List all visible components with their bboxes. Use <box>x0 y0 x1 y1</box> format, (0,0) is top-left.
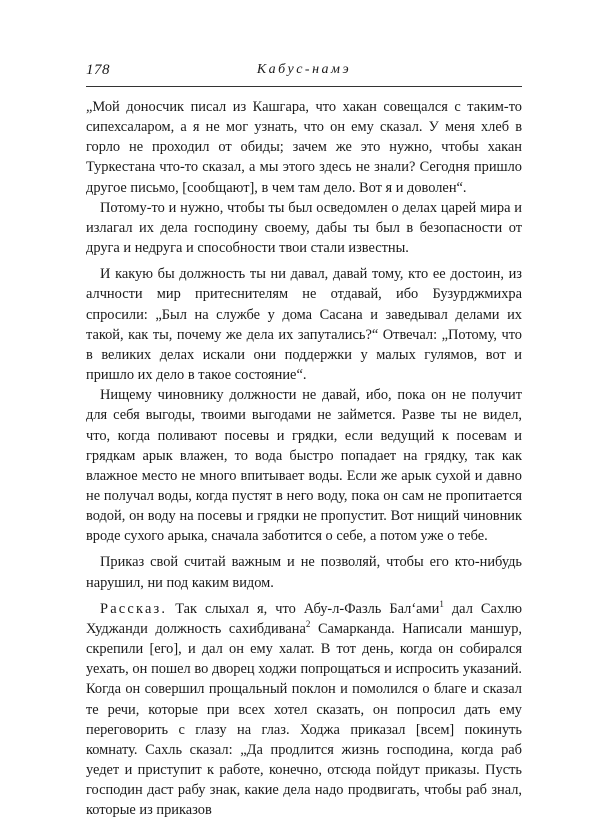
body-text <box>86 97 523 819</box>
page-header <box>86 62 522 84</box>
footnote-ref-2: 2 <box>305 619 311 630</box>
story-text-part-1: Так слыхал я, что Абу-л-Фазль Бал‘ами <box>167 600 440 617</box>
paragraph-4: Нищему чиновнику должности не давай, ибо, пока он не получит для себя выгоды, твоими выгодами не займется. Разве ты не видел, что, когда поливают посевы и грядки, если ведущий к посевам и грядкам арык влажен, то вода быстро попадает на грядку, так как влажное место не много впитывает воды. Если же арык сухой и давно не получал воды, когда пустят в него воду, пока он сам не пропитается водой, он воду на посевы и грядки не пропустит. Вот нищий чиновник вроде сухого арыка, сначала заботится о себе, а потом уже о тебе. <box>86 387 522 545</box>
footnote-ref-1: 1 <box>439 598 444 609</box>
paragraph-1: „Мой доносчик писал из Кашгара, что хакан совещался с таким-то сипехсаларом, а я не мог узнать, что он ему сказал. У меня хлеб в горло не проходил от обиды; зачем же это нужно, чтобы хакан Туркестана что-то сказал, а мы этого здесь не знали? Сегодня пришло другое письмо, [сообщают], в чем там дело. Вот я и доволен“. <box>86 99 522 196</box>
story-text-part-2: дал Сахлю Худжанди должность сахибдивана <box>86 600 523 637</box>
paragraph-2: Потому-то и нужно, чтобы ты был осведомлен о делах царей мира и излагал их дела господину своему, дабы ты был в безопасности от друга и недруга и способности твои стали известны. <box>86 199 522 257</box>
running-title: Кабус-намэ <box>256 62 352 77</box>
paragraph-3: И какую бы должность ты ни давал, давай тому, кто ее достоин, из алчности мир притеснителям не отдавай, ибо Бузурджмихра спросили: „Был на службе у дома Сасана и заведывал делами их такой, как ты, почему же дела их запутались?“ Отвечал: „Потому, что в великих делах искали они поддержки у малых гулямов, вот и пришло их дело в такое состояние“. <box>86 266 522 384</box>
paragraph-5: Приказ свой считай важным и не позволяй, чтобы его кто-нибудь нарушил, ни под каким видом. <box>86 554 522 591</box>
story-text-part-3: Самарканда. Написали маншур, скрепили [его], и дал он ему халат. В тот день, когда он собирался уехать, он пошел во дворец ходжи попрощаться и испросить указаний. Когда он совершил прощальный поклон и помолился о благе и сказал те речи, которые при всех хотел сказать, он попросил дать ему переговорить с глазу на глаз. Ходжа приказал [всем] покинуть комнату. Сахль сказал: „Да продлится жизнь господина, когда раб уедет и приступит к работе, конечно, отсюда пойдут приказы. Пусть господин даст рабу знак, какие дела надо продвигать, чтобы раб знал, которые из приказов <box>86 620 522 819</box>
header-divider <box>86 86 522 87</box>
page-number: 178 <box>86 62 110 78</box>
paragraph-6-story <box>86 599 522 820</box>
story-heading: Рассказ. <box>100 600 168 617</box>
